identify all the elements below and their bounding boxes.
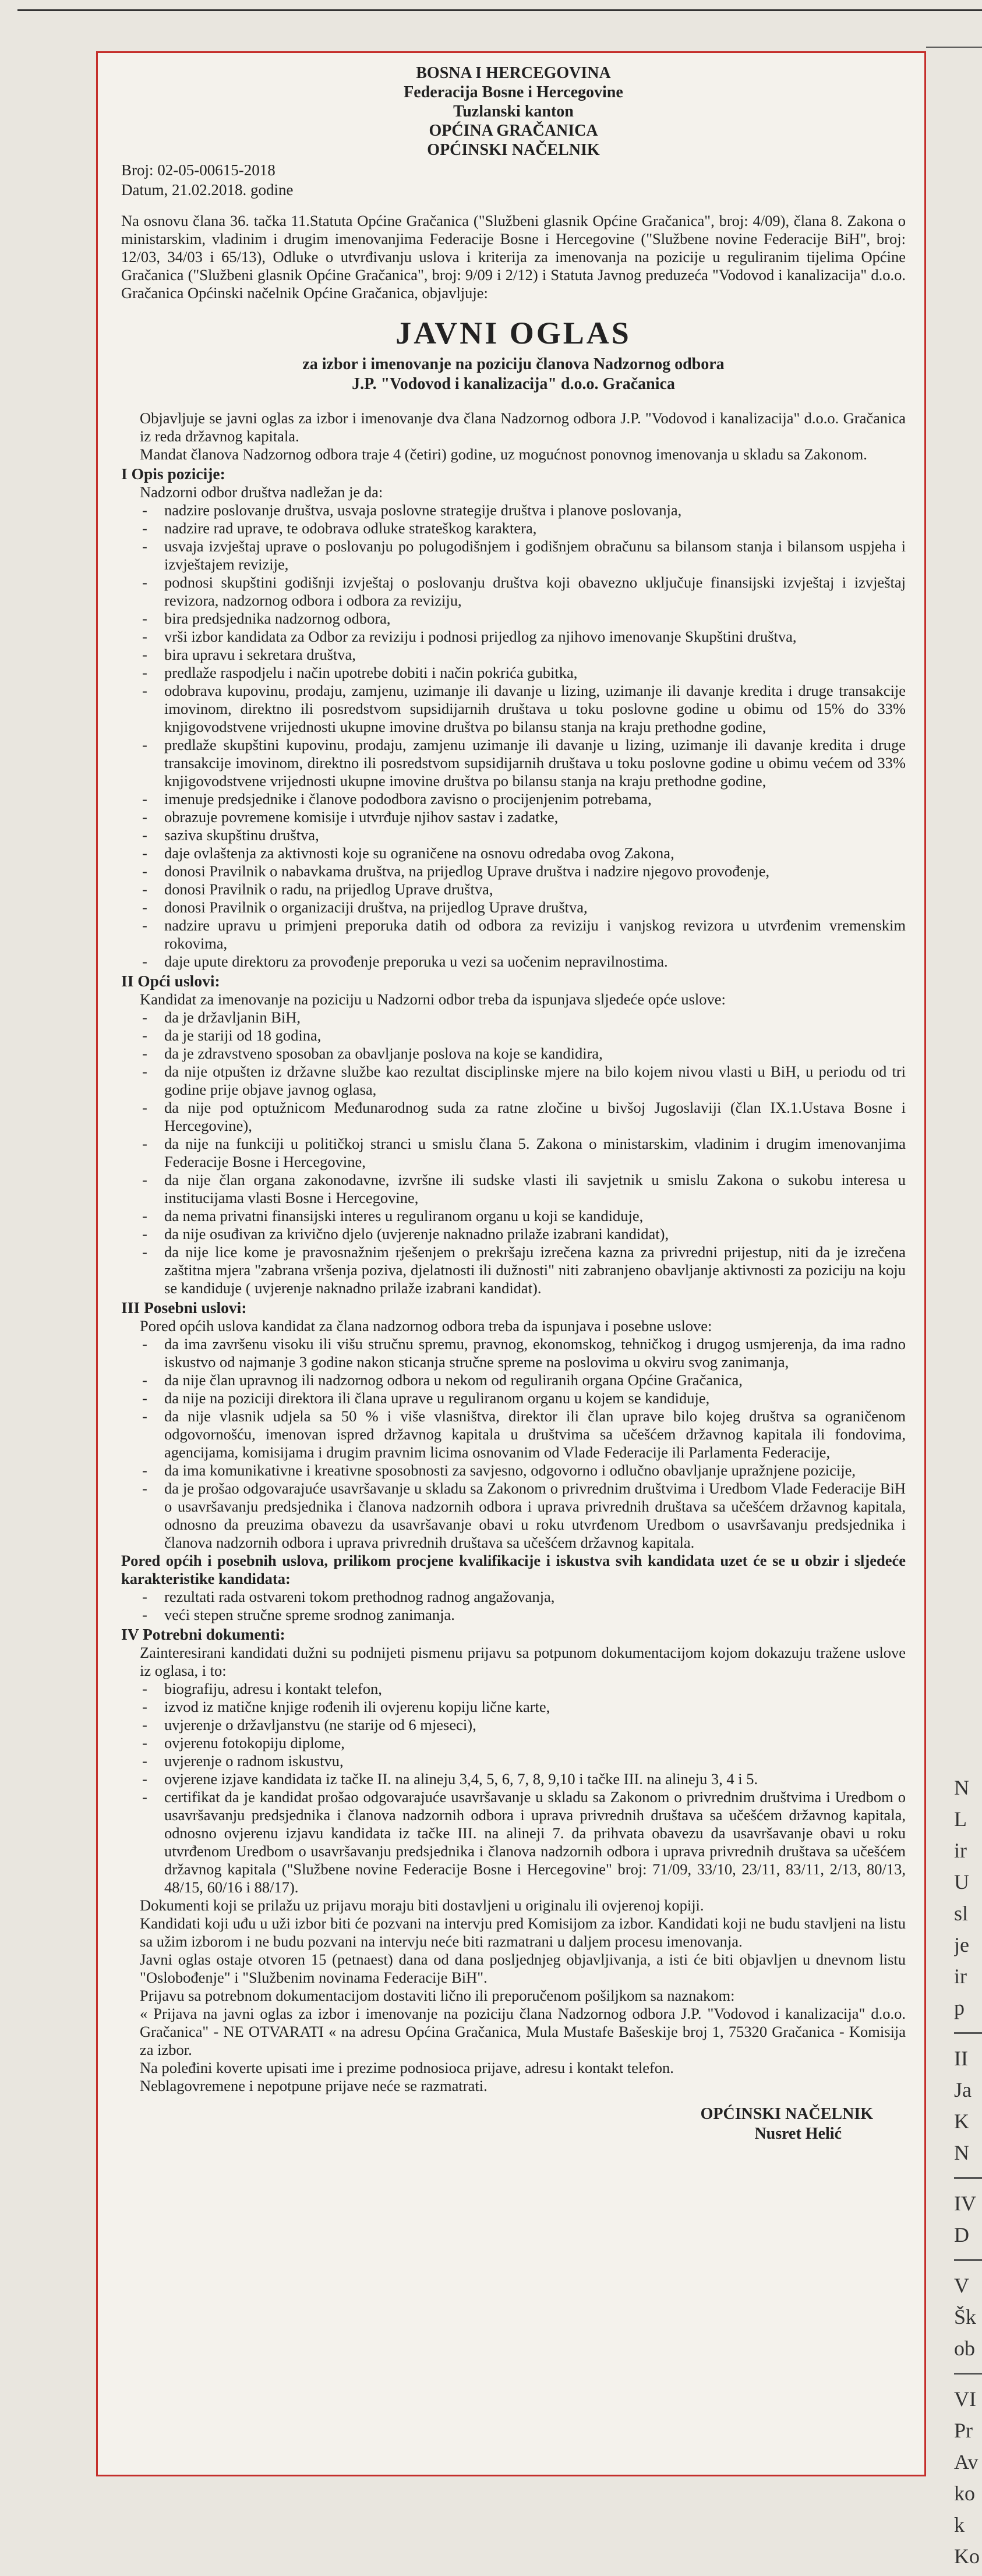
list-item: - da nije član upravnog ili nadzornog odbora u nekom od reguliranih organa Općine Gračanica, xyxy=(137,1371,906,1389)
list-item: - predlaže skupštini kupovinu, prodaju, zamjenu uzimanje ili davanje u lizing, uzimanje ili davanje kredita i druge transakcije imovinom, direktno ili posredstvom supsidijarnih društava u toku poslovne godine u obimu većem od 33% knjigovodstvene vrijednosti ukupne imovine društva po bilansu stanja na kraju prethodne godine, xyxy=(137,736,906,790)
list-item: - izvod iz matične knjige rođenih ili ovjerenu kopiju lične karte, xyxy=(137,1698,906,1716)
header-line-federation: Federacija Bosne i Hercegovine xyxy=(404,83,623,101)
list-item: - nadzire upravu u primjeni preporuka datih od odbora za reviziju i vanjskog revizora u utvrđenim vremenskim rokovima, xyxy=(137,917,906,953)
neighbor-text: je xyxy=(954,1933,969,1956)
neighbor-text: N xyxy=(954,2141,969,2164)
section-2-heading: II Opći uslovi: xyxy=(121,972,220,990)
list-item: - da nije osuđivan za krivično djelo (uvjerenje naknadno prilaže izabrani kandidat), xyxy=(137,1225,906,1243)
neighbor-column-fragment xyxy=(954,1776,982,2576)
neighbor-text: V xyxy=(954,2274,969,2297)
list-item: - donosi Pravilnik o radu, na prijedlog Uprave društva, xyxy=(137,880,906,898)
neighbor-text: L xyxy=(954,1807,967,1831)
neighbor-text: ir xyxy=(954,1965,967,1988)
list-item: - usvaja izvještaj uprave o poslovanju po polugodišnjem i godišnjem obračunu sa bilansom stanja i bilansom uspjeha i izvještajem revizije, xyxy=(137,537,906,574)
list-item: - donosi Pravilnik o organizaciji društva, na prijedlog Uprave društva, xyxy=(137,898,906,917)
notice-subtitle-line-1: za izbor i imenovanje na poziciju članova Nadzornog odbora xyxy=(302,355,725,373)
header-line-country: BOSNA I HERCEGOVINA xyxy=(416,64,611,82)
neighbor-text: sl xyxy=(954,1902,969,1925)
announce-paragraph: Objavljuje se javni oglas za izbor i imenovanje dva člana Nadzornog odbora J.P. "Vodovod i kanalizacija" d.o.o. Gračanica iz reda državnog kapitala. xyxy=(140,409,906,445)
list-item: - daje ovlaštenja za aktivnosti koje su ograničene na osnovu odredaba ovog Zakona, xyxy=(137,844,906,862)
section-4-heading: IV Potrebni dokumenti: xyxy=(121,1625,285,1643)
neighbor-text: IV xyxy=(954,2192,976,2215)
section-4-lead: Zainteresirani kandidati dužni su podnijeti pismenu prijavu sa potpunom dokumentacijom kojom dokazuju tražene uslove iz oglasa, i to: xyxy=(140,1644,906,1679)
list-item: - nadzire poslovanje društva, usvaja poslovne strategije društva i planove poslovanja, xyxy=(137,501,906,519)
list-item: - veći stepen stručne spreme srodnog zanimanja. xyxy=(137,1606,906,1624)
list-item: - da je državljanin BiH, xyxy=(137,1009,906,1027)
notice-content xyxy=(121,63,906,2144)
list-item: - biografiju, adresu i kontakt telefon, xyxy=(137,1680,906,1698)
list-item: - da je stariji od 18 godina, xyxy=(137,1027,906,1045)
closing-duration: Javni oglas ostaje otvoren 15 (petnaest) dana od dana posljednjeg objavljivanja, a isti će biti objavljen u dnevnom listu "Oslobođenje" i "Službenim novinama Federacije BiH". xyxy=(140,1951,906,1986)
section-4-list xyxy=(121,1680,906,1896)
list-item: - donosi Pravilnik o nabavkama društva, na prijedlog Uprave društva i nadzire njegovo provođenje, xyxy=(137,862,906,880)
section-2-list xyxy=(121,1009,906,1297)
header-line-municipality: OPĆINA GRAČANICA xyxy=(429,122,598,140)
list-item: - bira predsjednika nadzornog odbora, xyxy=(137,610,906,628)
neighbor-text: D xyxy=(954,2223,969,2246)
neighbor-text: p xyxy=(954,1996,965,2019)
signature-name: Nusret Helić xyxy=(754,2125,842,2143)
document-date: Datum, 21.02.2018. godine xyxy=(121,181,294,199)
closing-interview: Kandidati koji uđu u uži izbor biti će pozvani na intervju pred Komisijom za izbor. Kandidati koji ne budu stavljeni na listu sa užim izborom i ne budu pozvani na intervju neće biti razmatrani u daljem procesu imenovanja. xyxy=(140,1915,906,1950)
list-item: - rezultati rada ostvareni tokom prethodnog radnog angažovanja, xyxy=(137,1588,906,1606)
evaluation-criteria-heading: Pored općih i posebnih uslova, prilikom procjene kvalifikacije i iskustva svih kandidata uzet će se u obzir i sljedeće karakteristike kandidata: xyxy=(121,1552,906,1587)
list-item: - obrazuje povremene komisije i utvrđuje njihov sastav i zadatke, xyxy=(137,808,906,826)
neighbor-text: k xyxy=(954,2513,965,2536)
neighbor-text: ir xyxy=(954,1839,967,1862)
list-item: - odobrava kupovinu, prodaju, zamjenu, uzimanje ili davanje u lizing, uzimanje ili davanje kredita i druge transakcije imovinom, direktno ili posredstvom supsidijarnih društava u toku poslovne godine u obimu od 15% do 33% knjigovodstvene vrijednosti ukupne imovine društva po bilansu stanja na kraju prethodne godine, xyxy=(137,682,906,736)
neighbor-text: ko xyxy=(954,2482,975,2505)
list-item: - da nije otpušten iz državne službe kao rezultat disciplinske mjere na bilo kojem nivou vlasti u BiH, u periodu od tri godine prije objave javnog oglasa, xyxy=(137,1063,906,1099)
list-item: - da je zdravstveno sposoban za obavljanje poslova na koje se kandidira, xyxy=(137,1045,906,1063)
list-item: - da nema privatni finansijski interes u reguliranom organu u koji se kandiduje, xyxy=(137,1207,906,1225)
section-3-heading: III Posebni uslovi: xyxy=(121,1298,247,1317)
list-item: - ovjerene izjave kandidata iz tačke II. na alineju 3,4, 5, 6, 7, 8, 9,10 i tačke III. na alineju 3, 4 i 5. xyxy=(137,1770,906,1788)
list-item: - uvjerenje o radnom iskustvu, xyxy=(137,1752,906,1770)
section-1-list xyxy=(121,501,906,971)
neighbor-column-rule xyxy=(926,47,982,48)
neighbor-text: N xyxy=(954,1776,969,1799)
neighbor-text: K xyxy=(954,2110,969,2133)
neighbor-text: VI xyxy=(954,2387,976,2411)
notice-title: JAVNI OGLAS xyxy=(395,316,631,351)
closing-late-applications: Neblagovremene i nepotpune prijave neće se razmatrati. xyxy=(140,2077,488,2094)
section-1-heading: I Opis pozicije: xyxy=(121,465,225,483)
list-item: - da nije vlasnik udjela sa 50 % i više vlasništva, direktor ili član uprave bilo kojeg društva sa ograničenom odgovornošću, imenovan ispred državnog kapitala u društvima sa učešćem državnog kapitala ili fondovima, agencijama, komisijama i drugim pravnim licima osnovanim od Vlade Federacije ili Parlamenta Federacije, xyxy=(137,1407,906,1462)
neighbor-text: U xyxy=(954,1870,969,1894)
notice-frame xyxy=(96,51,926,2476)
legal-basis-paragraph: Na osnovu člana 36. tačka 11.Statuta Općine Gračanica ("Službeni glasnik Općine Gračanica", broj: 4/09), člana 8. Zakona o ministarskim, vladinim i drugim imenovanjima Federacije Bosne i Hercegovine ("Službene novine Federacije BiH", broj: 12/03, 34/03 i 65/13), Odluke o utvrđivanju uslova i kriterija za imenovanja na pozicije u reguliranim tijelima Općine Gračanica ("Službeni glasnik Općine Gračanica", broj: 9/09 i 2/12) i Statuta Javnog preduzeća "Vodovod i kanalizacija" d.o.o. Gračanica Općinski načelnik Općine Gračanica, objavljuje: xyxy=(121,212,906,302)
section-1-lead: Nadzorni odbor društva nadležan je da: xyxy=(140,483,383,501)
closing-submission: Prijavu sa potrebnom dokumentacijom dostaviti lično ili preporučenom pošiljkom sa naznakom: xyxy=(140,1987,735,2004)
mandate-paragraph: Mandat članova Nadzornog odbora traje 4 (četiri) godine, uz mogućnost ponovnog imenovanja u skladu sa Zakonom. xyxy=(140,445,867,463)
page-top-rule xyxy=(17,9,982,11)
evaluation-criteria-list xyxy=(121,1588,906,1624)
section-3-list xyxy=(121,1335,906,1552)
header-line-canton: Tuzlanski kanton xyxy=(453,102,574,121)
closing-documents: Dokumenti koji se prilažu uz prijavu moraju biti dostavljeni u originalu ili ovjerenoj kopiji. xyxy=(140,1896,704,1914)
list-item: - ovjerenu fotokopiju diplome, xyxy=(137,1734,906,1752)
closing-envelope-back: Na poleđini koverte upisati ime i prezime podnosioca prijave, adresu i kontakt telefon. xyxy=(140,2059,674,2076)
neighbor-text: ob xyxy=(954,2337,975,2360)
list-item: - saziva skupštinu društva, xyxy=(137,826,906,844)
neighbor-text: Ja xyxy=(954,2078,972,2101)
neighbor-text: Av xyxy=(954,2450,979,2474)
neighbor-text: Pr xyxy=(954,2419,973,2442)
section-2-lead: Kandidat za imenovanje na poziciju u Nadzorni odbor treba da ispunjava sljedeće opće uslove: xyxy=(140,990,726,1008)
list-item: - da nije na poziciji direktora ili člana uprave u reguliranom organu u kojem se kandiduje, xyxy=(137,1389,906,1407)
list-item: - certifikat da je kandidat prošao odgovarajuće usavršavanje u skladu sa Zakonom o privrednim društvima i Uredbom o usavršavanju predsjednika i članova nadzornih odbora i uprava privrednih društava sa učešćem državnog kapitala, odnosno ovjerenu izjavu kandidata iz tačke III. na alineji 7. da prihvata obavezu da usavršavanje obavi u roku utvrđenom Uredbom o usavršavanju predsjednika i članova nadzornih odbora i uprava privrednih društava sa učešćem državnog kapitala ("Službene novine Federacije Bosne i Hercegovine" broj: 71/09, 33/10, 23/11, 83/11, 2/13, 80/13, 48/15, 60/16 i 88/17). xyxy=(137,1788,906,1896)
issuer-header xyxy=(121,63,906,160)
neighbor-text: II xyxy=(954,2047,968,2070)
list-item: - da nije na funkciji u političkoj stranci u smislu člana 5. Zakona o ministarskim, vladinim i drugim imenovanjima Federacije Bosne i Hercegovine, xyxy=(137,1135,906,1171)
notice-subtitle-line-2: J.P. "Vodovod i kanalizacija" d.o.o. Gračanica xyxy=(352,375,675,393)
list-item: - da nije član organa zakonodavne, izvršne ili sudske vlasti ili savjetnik u smislu Zakona o sukobu interesa u institucijama vlasti Bosne i Hercegovine, xyxy=(137,1171,906,1207)
list-item: - uvjerenje o državljanstvu (ne starije od 6 mjeseci), xyxy=(137,1716,906,1734)
neighbor-text: Šk xyxy=(954,2305,977,2329)
list-item: - daje upute direktoru za provođenje preporuka u vezi sa uočenim nepravilnostima. xyxy=(137,953,906,971)
list-item: - da ima komunikativne i kreativne sposobnosti za savjesno, odgovorno i odlučno obavljanje upražnjene pozicije, xyxy=(137,1462,906,1480)
list-item: - podnosi skupštini godišnji izvještaj o poslovanju društva koji obavezno uključuje finansijski izvještaj i izvještaj revizora, nadzornog odbora i odbora za reviziju, xyxy=(137,574,906,610)
closing-envelope-label: « Prijava na javni oglas za izbor i imenovanje na poziciju člana Nadzornog odbora J.P. "Vodovod i kanalizacija" d.o.o. Gračanica" - NE OTVARATI « na adresu Općina Gračanica, Mula Mustafe Bašeskije broj 1, 75320 Gračanica - Komisija za izbor. xyxy=(140,2005,906,2058)
list-item: - imenuje predsjednike i članove pododbora zavisno o procijenjenim potrebama, xyxy=(137,790,906,808)
list-item: - da nije pod optužnicom Međunarodnog suda za ratne zločine u bivšoj Jugoslaviji (član IX.1.Ustava Bosne i Hercegovine), xyxy=(137,1099,906,1135)
neighbor-text: Ko xyxy=(954,2545,980,2568)
list-item: - bira upravu i sekretara društva, xyxy=(137,646,906,664)
section-3-lead: Pored općih uslova kandidat za člana nadzornog odbora treba da ispunjava i posebne uslove: xyxy=(140,1317,712,1335)
header-line-mayor: OPĆINSKI NAČELNIK xyxy=(427,141,600,159)
document-number: Broj: 02-05-00615-2018 xyxy=(121,161,275,179)
list-item: - da nije lice kome je pravosnažnim rješenjem o prekršaju izrečena kazna za privredni prijestup, niti da je izrečena zaštitna mjera "zabrana vršenja poziva, djelatnosti ili dužnosti" niti zabranjeno obavljanje aktivnosti za poziciju na koju se kandiduje ( uvjerenje naknadno prilaže izabrani kandidat). xyxy=(137,1243,906,1297)
signature-role: OPĆINSKI NAČELNIK xyxy=(700,2105,873,2123)
list-item: - da je prošao odgovarajuće usavršavanje u skladu sa Zakonom o privrednim društvima i Uredbom Vlade Federacije BiH o usavršavanju predsjednika i članova nadzornih odbora i uprava privrednih društava sa učešćem državnog kapitala, odnosno da preuzima obavezu da usavršavanje obavi u roku utvrđenom Uredbom o usavršavanju predsjednika i članova nadzornih odbora i uprava privrednih društava sa učešćem državnog kapitala. xyxy=(137,1480,906,1552)
list-item: - nadzire rad uprave, te odobrava odluke strateškog karaktera, xyxy=(137,519,906,537)
list-item: - da ima završenu visoku ili višu stručnu spremu, pravnog, ekonomskog, tehničkog i drugog usmjerenja, da ima radno iskustvo od najmanje 3 godine nakon sticanja stručne spreme na poslovima u okviru svog zanimanja, xyxy=(137,1335,906,1371)
list-item: - vrši izbor kandidata za Odbor za reviziju i podnosi prijedlog za njihovo imenovanje Skupštini društva, xyxy=(137,628,906,646)
list-item: - predlaže raspodjelu i način upotrebe dobiti i način pokrića gubitka, xyxy=(137,664,906,682)
